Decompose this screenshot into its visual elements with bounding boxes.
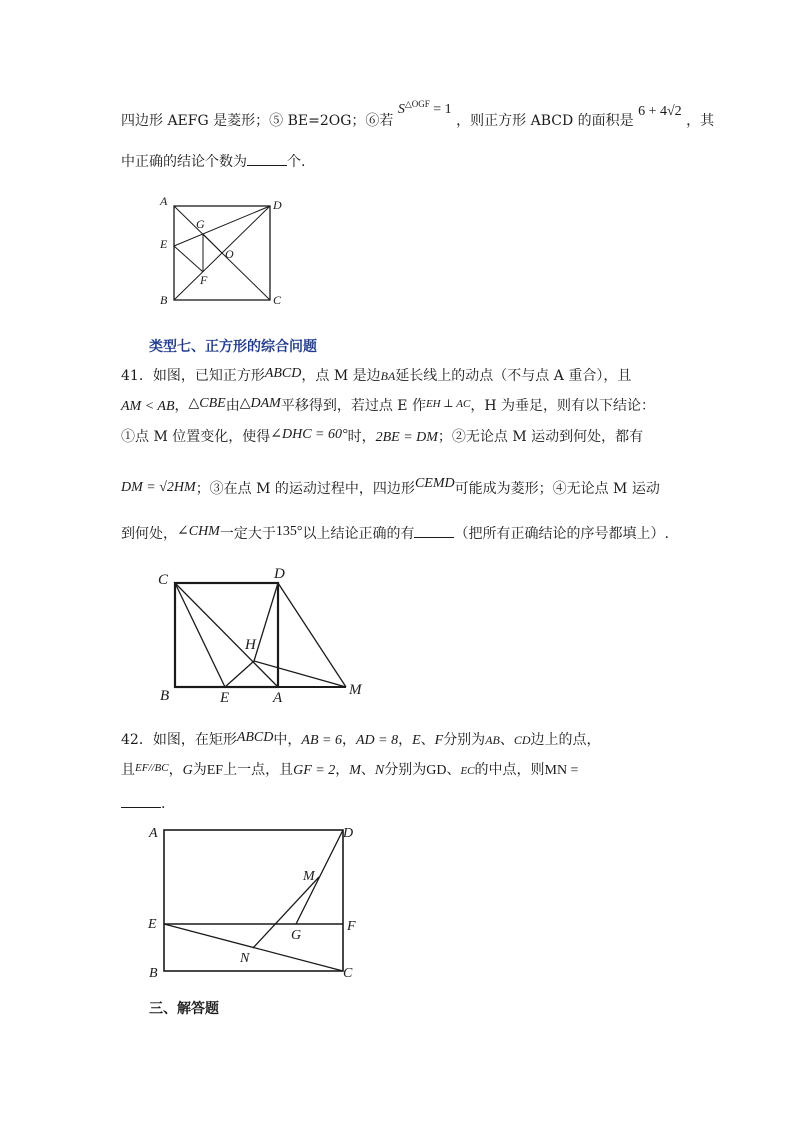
math-e: E [412, 733, 421, 748]
text-line-2 [121, 152, 305, 172]
text-segment: 到何处， [121, 526, 177, 542]
math-ef-parallel-bc: EF//BC [135, 762, 169, 774]
s-equals: = 1 [429, 102, 452, 117]
answer-blank [247, 165, 287, 166]
label-b: B [160, 688, 170, 704]
text-segment: 平移得到，若过点 E 作 [280, 398, 426, 414]
math-dam: △DAM [239, 396, 281, 411]
text-segment: 、 [420, 732, 435, 748]
text-segment: ， [168, 762, 183, 778]
math-angle-dhc: ∠DHC = 60° [270, 427, 348, 442]
label-b: B [160, 293, 168, 307]
math-ec: EC [460, 765, 475, 777]
segment-go [203, 234, 222, 253]
math-m: M [349, 763, 361, 778]
math-ba: BA [380, 369, 396, 383]
math-angle-chm: ∠CHM [177, 524, 220, 539]
math-135: 135° [275, 524, 303, 539]
text-segment: 四边形 AEFG 是菱形；⑤ BE=2OG；⑥若 [121, 113, 394, 129]
text-segment: 延长线上的动点（不与点 A 重合），且 [395, 368, 632, 384]
math-abcd: ABCD [264, 366, 302, 381]
math-2be-dm: 2BE = DM [375, 430, 438, 445]
text-segment: 以上结论正确的有 [302, 526, 415, 542]
answer-blank [414, 537, 454, 538]
text-segment: ， [341, 732, 356, 748]
figure-3-rectangle [145, 820, 375, 985]
label-h: H [245, 637, 256, 653]
math-abcd: ABCD [236, 730, 274, 745]
text-segment: 且 [121, 762, 135, 778]
text-segment: 的中点，则 [474, 762, 545, 778]
text-segment: 为 [192, 762, 207, 778]
text-segment: 42．如图，在矩形 [121, 732, 237, 748]
section-heading: 类型七、正方形的综合问题 [149, 339, 317, 355]
math-n: N [374, 763, 385, 778]
label-m: M [349, 682, 362, 698]
answer-blank [121, 807, 161, 808]
label-o: O [225, 247, 234, 261]
label-e: E [160, 237, 168, 251]
math-dm-sqrt2-hm: DM = √2HM [121, 480, 196, 495]
s-label: S [397, 102, 405, 117]
text-segment: 个. [287, 154, 306, 170]
math-eh-perp-ac: EH ⊥ AC [425, 398, 471, 410]
label-c: C [158, 572, 169, 588]
text-segment: 时， [347, 429, 376, 445]
segment-hd [254, 583, 278, 661]
label-d: D [274, 566, 285, 582]
label-b: B [149, 966, 158, 981]
text-segment: ， [174, 398, 189, 414]
segment-ed [174, 206, 270, 246]
label-c: C [343, 966, 353, 981]
math-gf-2: GF = 2 [293, 763, 336, 778]
text-segment: 中正确的结论个数为 [121, 154, 247, 170]
segment-dm [278, 583, 346, 687]
q41-line-4 [121, 476, 660, 500]
q41-line-2 [121, 396, 655, 417]
math-ef: EF [206, 763, 224, 778]
text-segment: ， [398, 732, 413, 748]
math-cd: CD [513, 733, 531, 747]
label-f: F [200, 273, 208, 287]
segment-nm [253, 877, 319, 948]
rectangle-abcd [164, 830, 343, 971]
text-line-1 [121, 99, 715, 132]
text-segment: 41．如图，已知正方形 [121, 368, 265, 384]
math-mn: MN = [544, 763, 579, 778]
text-segment: 由 [225, 398, 240, 414]
math-am-lt-ab: AM < AB [121, 399, 175, 414]
text-segment: ，则正方形 ABCD 的面积是 [456, 113, 634, 129]
label-d: D [273, 198, 282, 212]
text-segment: 分别为 [443, 732, 486, 748]
label-f: F [347, 919, 356, 934]
text-segment: （把所有正确结论的序号都填上）. [454, 526, 669, 542]
text-segment: 可能成为菱形；④无论点 M 运动 [454, 481, 660, 497]
text-segment: ；②无论点 M 运动到何处，都有 [437, 429, 644, 445]
s-subscript: △OGF [404, 99, 430, 109]
math-cbe: △CBE [188, 396, 226, 411]
label-a: A [149, 826, 158, 841]
text-segment: 、 [360, 762, 375, 778]
label-a: A [273, 690, 283, 706]
text-segment: ，点 M 是边 [301, 368, 381, 384]
q42-line-2 [121, 760, 578, 781]
text-segment: 、 [446, 762, 461, 778]
label-e: E [148, 917, 157, 932]
segment-eh [225, 661, 254, 687]
segment-ce [175, 583, 225, 687]
text-segment: ；③在点 M 的运动过程中，四边形 [195, 481, 415, 497]
math-cemd: CEMD [414, 476, 455, 491]
text-segment: 边上的点， [530, 732, 601, 748]
math-g: G [182, 763, 193, 778]
figure-1-square [150, 190, 300, 310]
label-d: D [343, 826, 354, 841]
q41-line-1 [121, 366, 631, 387]
text-segment: ①点 M 位置变化，使得 [121, 429, 271, 445]
area-condition [397, 99, 452, 117]
text-segment: . [161, 796, 166, 812]
q41-line-5 [121, 524, 669, 545]
label-g: G [291, 928, 302, 943]
math-ad-8: AD = 8 [355, 733, 399, 748]
text-segment: 中， [273, 732, 302, 748]
text-segment: 一定大于 [219, 526, 276, 542]
math-ab: AB [485, 733, 500, 747]
label-g: G [196, 217, 205, 231]
part-heading: 三、解答题 [149, 1001, 219, 1017]
text-segment: 、 [499, 732, 514, 748]
label-e: E [220, 690, 230, 706]
text-segment: ， [335, 762, 350, 778]
text-segment: ，其 [686, 113, 715, 129]
math-f: F [434, 733, 444, 748]
label-n: N [240, 951, 250, 966]
label-m: M [303, 869, 315, 884]
figure-2-square [150, 560, 380, 710]
q42-line-3 [121, 794, 165, 814]
label-c: C [273, 293, 282, 307]
text-segment: 上一点，且 [223, 762, 294, 778]
area-value: 6 + 4√2 [638, 104, 682, 119]
math-ab-6: AB = 6 [301, 733, 342, 748]
text-segment: 分别为 [384, 762, 427, 778]
q42-line-1 [121, 730, 601, 751]
q41-line-3 [121, 427, 643, 448]
label-a: A [160, 194, 168, 208]
segment-ef [174, 246, 203, 272]
math-gd: GD [426, 763, 447, 778]
text-segment: ，H 为垂足，则有以下结论： [470, 398, 655, 414]
